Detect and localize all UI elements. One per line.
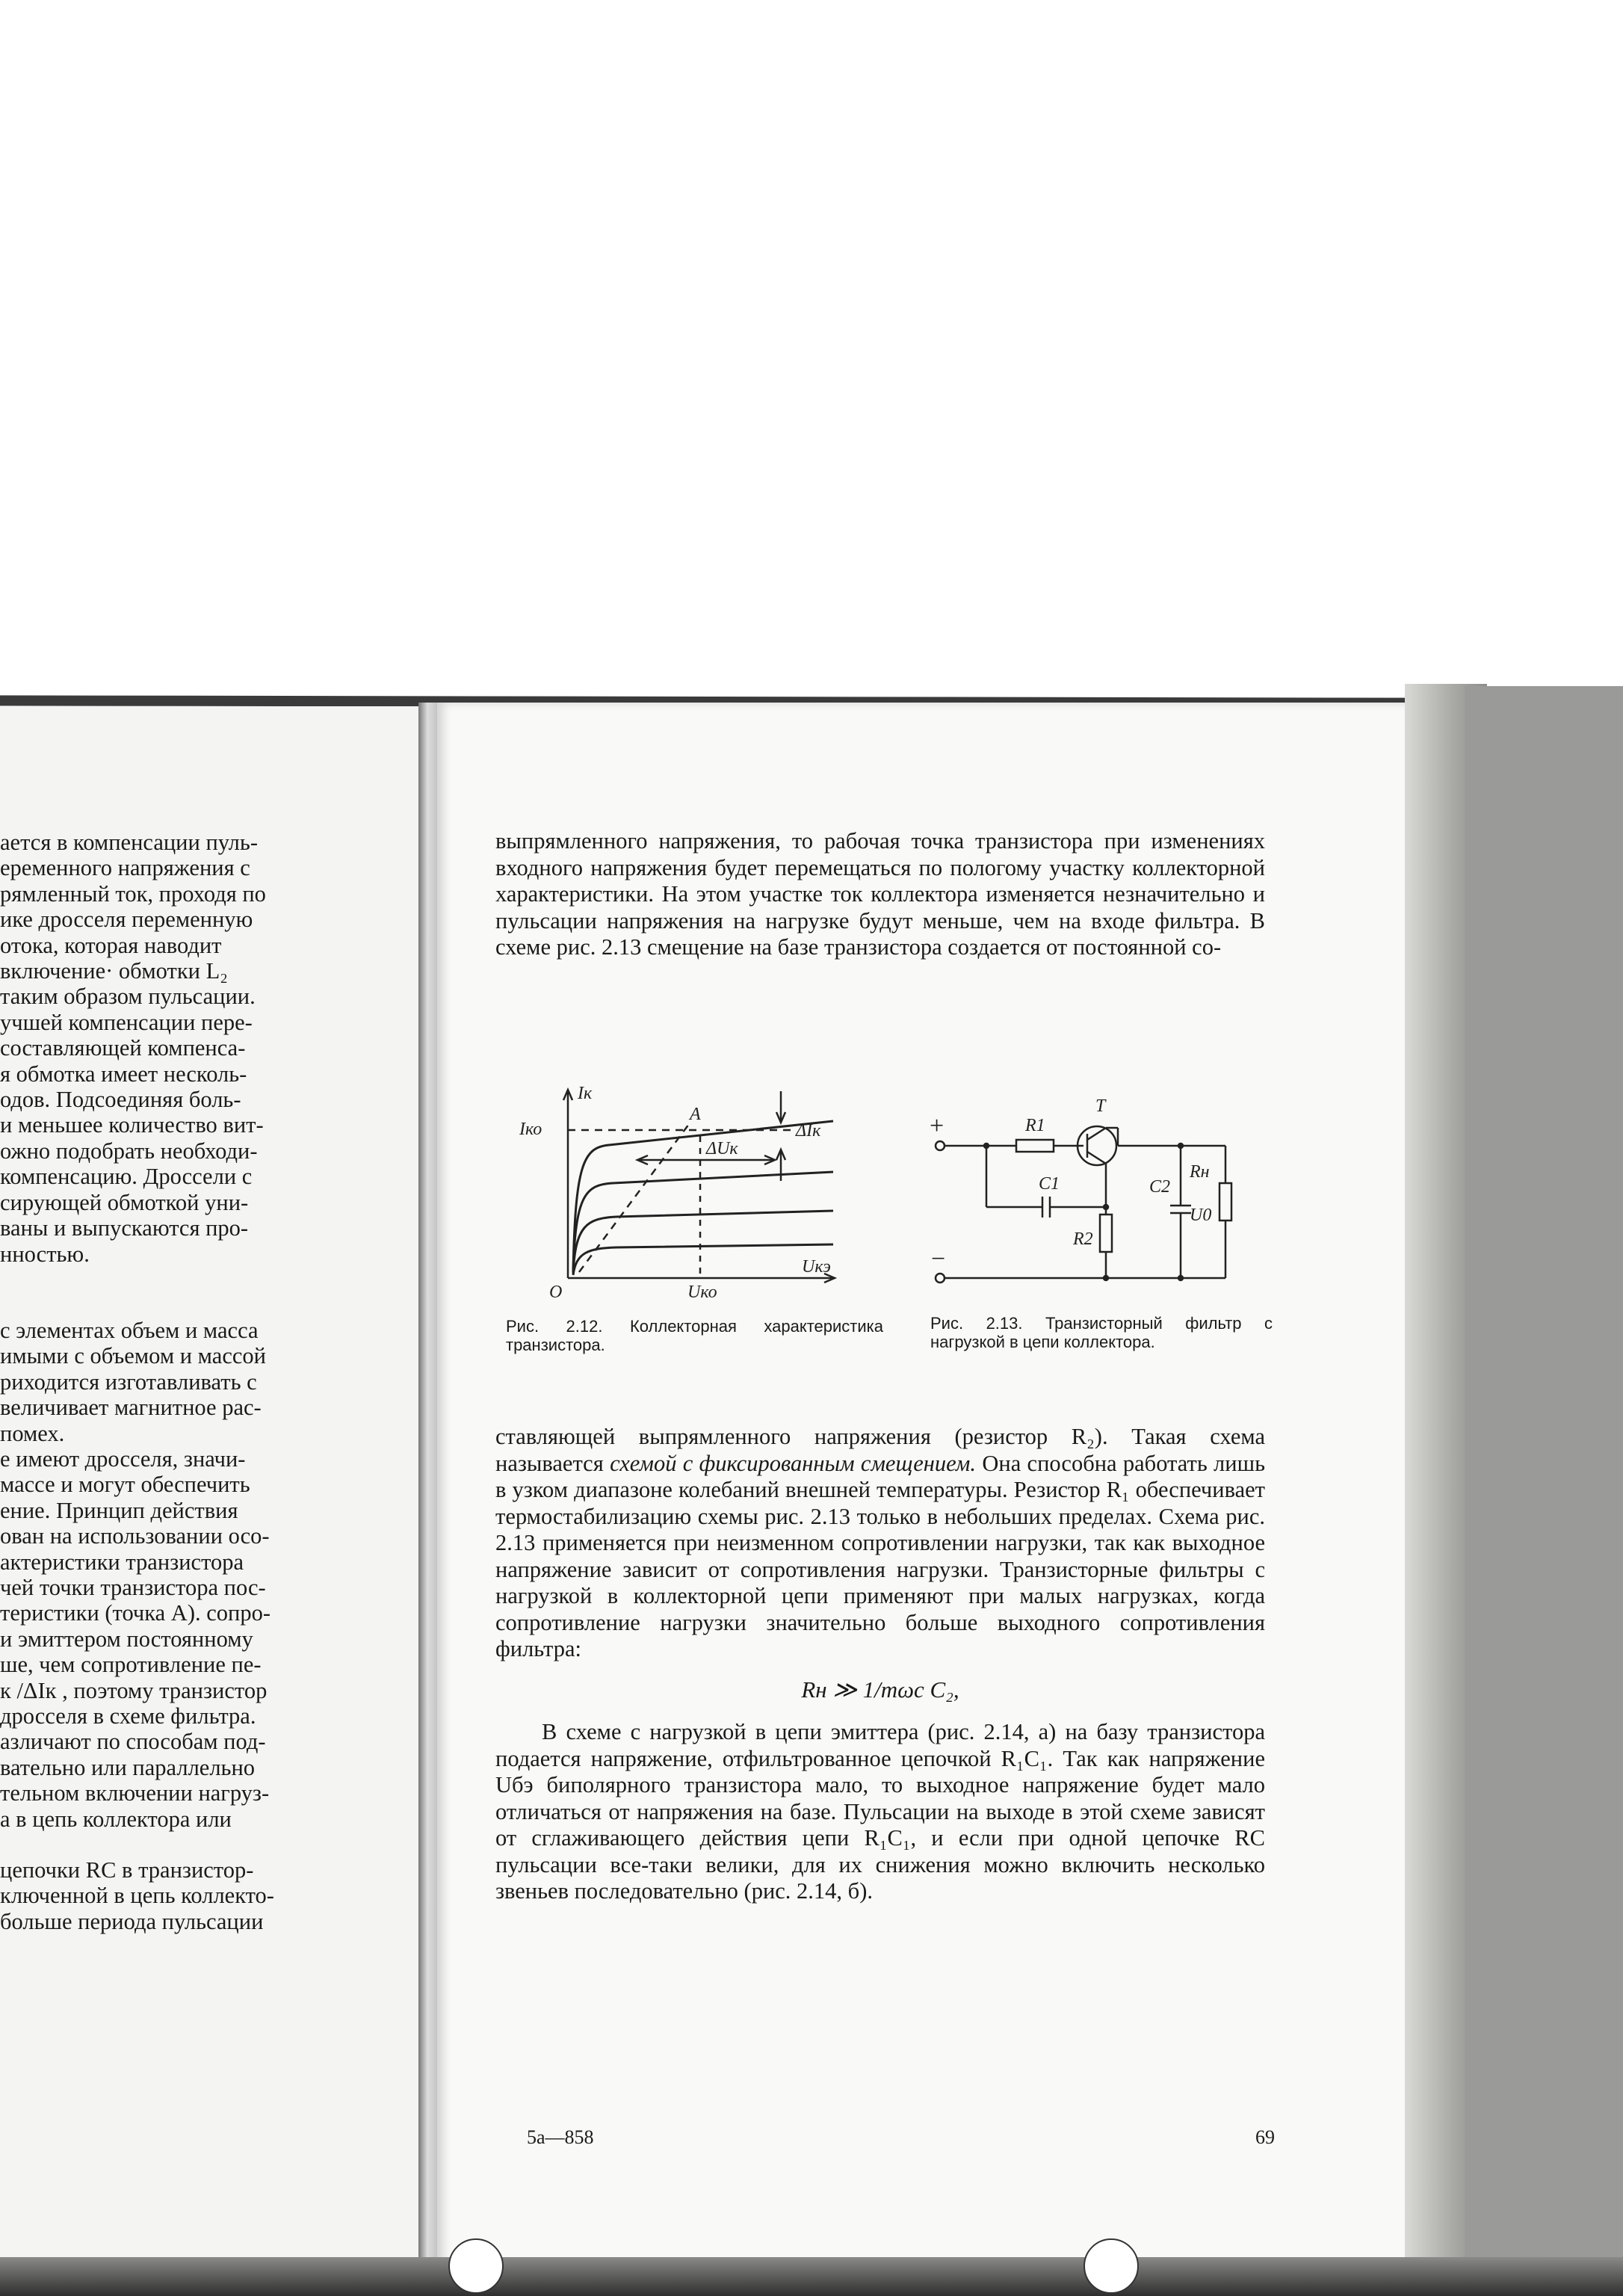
- left-page-line: цепочки RC в транзистор-: [0, 1857, 254, 1883]
- left-page-line: отока, которая наводит: [0, 932, 222, 958]
- left-page-line: актеристики транзистора: [0, 1549, 244, 1575]
- binding-board: [1465, 686, 1623, 2296]
- left-page-line: ваны и выпускаются про-: [0, 1215, 249, 1241]
- figure-2-12-caption: Рис. 2.12. Коллекторная характеристика транзистора.: [506, 1317, 883, 1354]
- left-page-line: к /ΔIк , поэтому транзистор: [0, 1677, 268, 1703]
- minus-terminal: [936, 1274, 945, 1283]
- paragraph-fixed-bias: [495, 1424, 1265, 1663]
- left-page-line: таким образом пульсации.: [0, 984, 256, 1010]
- left-page-line: включение· обмотки L₂: [0, 958, 228, 984]
- left-page-line: рямленный ток, проходя по: [0, 880, 266, 907]
- left-page-line: ключенной в цепь коллекто-: [0, 1883, 274, 1909]
- label-rh: Rн: [1190, 1162, 1210, 1182]
- left-page-line: тельном включении нагруз-: [0, 1780, 270, 1806]
- left-page-line: вательно или параллельно: [0, 1754, 256, 1780]
- left-page-line: ается в компенсации пуль-: [0, 830, 258, 855]
- left-page-line: ике дросселя переменную: [0, 907, 253, 933]
- signature-mark: 5а—858: [527, 2126, 594, 2148]
- left-page-line: дросселя в схеме фильтра.: [0, 1703, 256, 1729]
- collector-characteristic-graph: [504, 1076, 856, 1300]
- label-uko: Uко: [687, 1283, 717, 1300]
- top-paragraph-text: выпрямленного напряжения, то рабочая точка транзистора при изменениях входного напряжения будет перемещаться по пологому участку коллекторной характеристики. На этом участке ток коллектора изменяется незначительно и пульсации напряжения на нагрузке будут меньше, чем на входе фильтра. В схеме рис. 2.13 смещение на базе транзистора создается от постоянной со-: [495, 828, 1265, 960]
- label-delta-ik: ΔIк: [796, 1121, 821, 1141]
- resistor-r1: [1016, 1140, 1054, 1152]
- label-c2: C2: [1149, 1177, 1171, 1197]
- paragraph-emitter-load: В схеме с нагрузкой в цепи эмиттера (рис. 2.14, a) на базу транзистора подается напряжение, отфильтрованное цепочкой R₁C₁. Так как напряжение Uбэ биполярного транзистора мало, то выходное напряжение будет мало отличаться от напряжения на базе. Пульсации на выходе в этой схеме зависят от сглаживающего действия цепи R₁C₁, и если при одной цепочке RC пульсации все-таки велики, для их снижения можно включить несколько звеньев последовательно (рис. 2.14, б).: [495, 1719, 1265, 1904]
- label-delta-uk: ΔUк: [706, 1139, 738, 1158]
- label-r2: R2: [1073, 1229, 1093, 1249]
- left-page-line: чей точки транзистора пос-: [0, 1574, 266, 1600]
- bottom-shadow: [0, 2257, 1623, 2296]
- left-page-line: учшей компенсации пере-: [0, 1009, 253, 1035]
- label-ukz: Uкэ: [802, 1257, 831, 1277]
- left-page-line: [0, 1267, 418, 1292]
- left-page-line: и эмиттером постоянному: [0, 1626, 253, 1652]
- left-page-line: еременного напряжения с: [0, 855, 250, 881]
- left-page-text: [0, 830, 418, 1934]
- left-page-line: составляющей компенса-: [0, 1035, 246, 1061]
- paragraph-fixed-bias-end: Она способна работать лишь в узком диапазоне колебаний внешней температуры. Резистор R₁ обеспечивает термостабилизацию схемы рис. 2.13 только в небольших пределах. Схема рис. 2.13 применяется при неизменном сопротивлении нагрузки, так как выходное напряжение зависит от сопротивления нагрузки. Транзисторные фильтры с нагрузкой в коллекторной цепи применяют при малых нагрузках, когда сопротивление нагрузки значительно больше выходного сопротивления фильтра:: [495, 1450, 1265, 1661]
- curve-4: [573, 1244, 833, 1275]
- formula: Rн ≫ 1/mωс C₂,: [801, 1676, 959, 1703]
- left-page-line: помех.: [0, 1420, 65, 1446]
- punch-hole-left: [448, 2238, 504, 2294]
- top-paragraph: [495, 828, 1265, 961]
- left-page-line: компенсацию. Дроссели с: [0, 1164, 253, 1190]
- label-minus: −: [931, 1245, 946, 1273]
- page-number: 69: [1255, 2126, 1275, 2148]
- curve-2: [573, 1172, 833, 1272]
- plus-terminal: [936, 1141, 945, 1150]
- label-u0: U0: [1190, 1206, 1212, 1225]
- resistor-r2: [1100, 1215, 1112, 1252]
- left-page-line: я обмотка имеет несколь-: [0, 1061, 247, 1087]
- left-page-line: имыми с объемом и массой: [0, 1343, 266, 1369]
- left-page-line: массе и могут обеспечить: [0, 1472, 250, 1498]
- left-page-line: величивает магнитное рас-: [0, 1395, 262, 1421]
- left-page-line: сирующей обмоткой уни-: [0, 1189, 249, 1215]
- left-page-line: теристики (точка A). сопро-: [0, 1600, 270, 1626]
- resistor-rh: [1219, 1183, 1231, 1220]
- left-page-line: риходится изготавливать с: [0, 1368, 257, 1395]
- figure-2-13: [927, 1095, 1263, 1297]
- punch-hole-right: [1083, 2238, 1139, 2294]
- label-a: A: [690, 1105, 701, 1124]
- right-page: [437, 703, 1409, 2280]
- left-page-line: нностью.: [0, 1241, 90, 1267]
- label-plus: +: [930, 1112, 945, 1140]
- left-page-line: азличают по способам под-: [0, 1729, 266, 1755]
- load-line: [579, 1121, 691, 1272]
- figure-2-12: [504, 1076, 856, 1300]
- left-page-line: больше периода пульсации: [0, 1908, 264, 1934]
- left-page: [0, 706, 428, 2276]
- left-page-line: с элементах объем и масса: [0, 1317, 259, 1343]
- left-page-line: ение. Принцип действия: [0, 1497, 238, 1523]
- left-page-line: [0, 1832, 418, 1857]
- left-page-line: и меньшее количество вит-: [0, 1112, 264, 1138]
- left-page-line: а в цепь коллектора или: [0, 1806, 232, 1832]
- left-page-line: е имеют дросселя, значи-: [0, 1445, 246, 1472]
- label-ik: Iк: [578, 1084, 593, 1103]
- figure-2-13-caption: Рис. 2.13. Транзисторный фильтр с нагрузкой в цепи коллектора.: [930, 1314, 1273, 1351]
- left-page-line: одов. Подсоединяя боль-: [0, 1087, 241, 1113]
- label-c1: C1: [1039, 1174, 1060, 1194]
- label-origin: O: [549, 1283, 563, 1300]
- left-page-line: ше, чем сопротивление пе-: [0, 1652, 262, 1678]
- transistor-filter-circuit: [927, 1095, 1263, 1297]
- left-page-line: ован на использовании осо-: [0, 1523, 270, 1549]
- term-fixed-bias: схемой с фиксированным смещением.: [610, 1450, 977, 1476]
- curve-3: [573, 1211, 833, 1274]
- label-r1: R1: [1025, 1116, 1045, 1135]
- label-t: T: [1095, 1096, 1106, 1116]
- body-text: [495, 1424, 1265, 1905]
- label-iko: Iко: [519, 1120, 542, 1139]
- left-page-line: ожно подобрать необходи-: [0, 1138, 258, 1164]
- paragraph-fixed-bias-start: ставляющей выпрямленного напряжения (резистор R₂). Такая схема называется: [495, 1424, 1265, 1476]
- left-page-line: [0, 1292, 418, 1318]
